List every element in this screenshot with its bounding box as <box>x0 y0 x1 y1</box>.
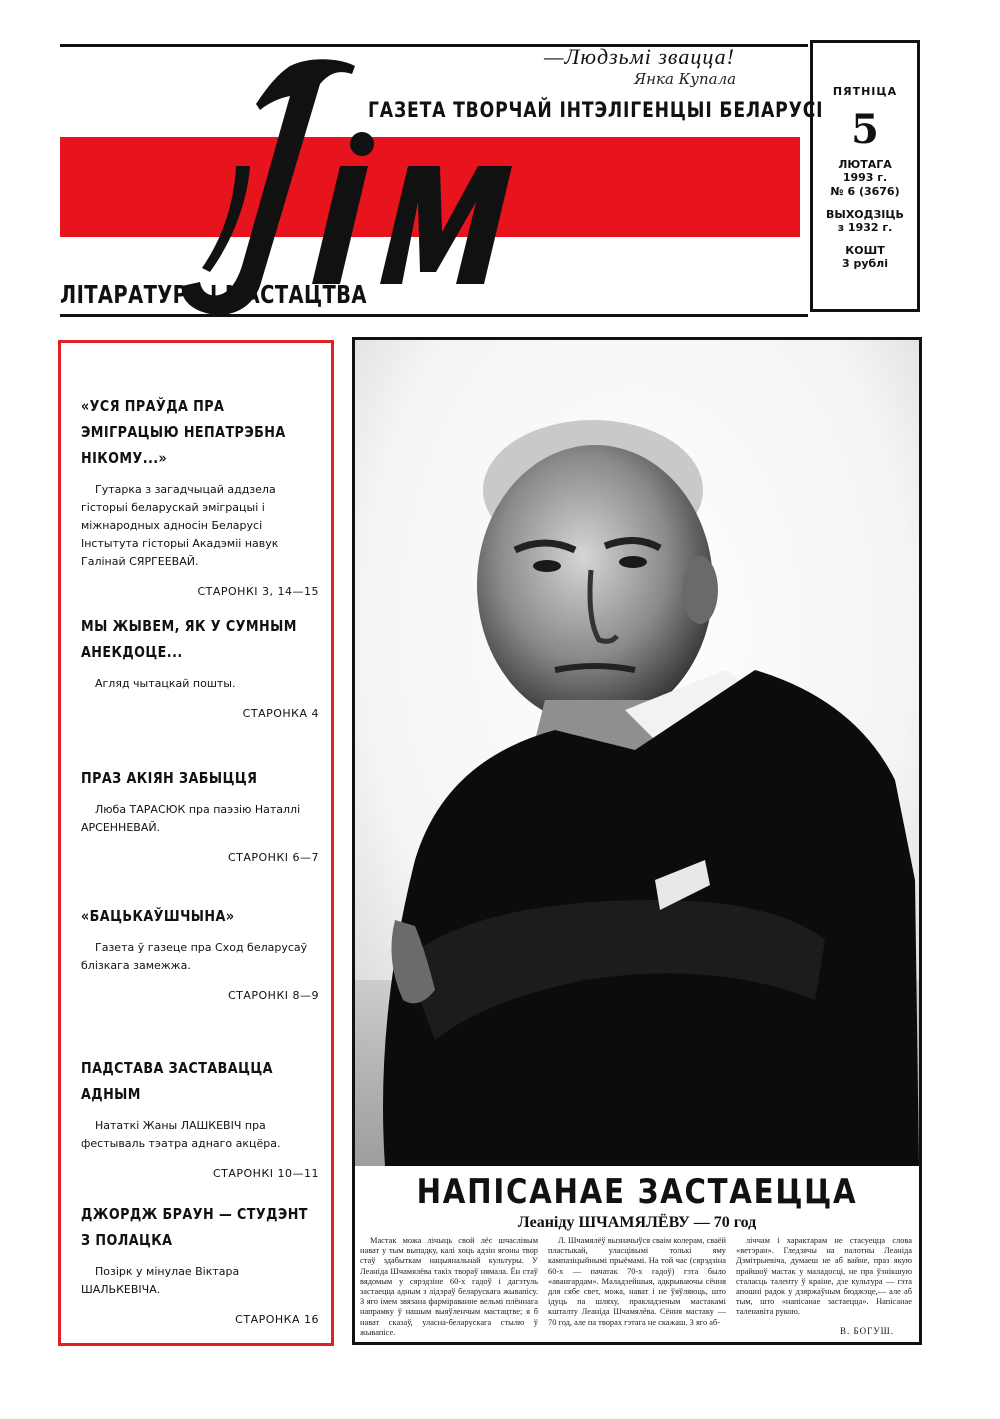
contents-item-desc: Позірк у мінулае Віктара ШАЛЬКЕВІЧА. <box>81 1265 240 1296</box>
issue-number: № 6 (3676) <box>830 184 900 198</box>
contents-panel <box>58 340 334 1346</box>
contents-item-pages: СТАРОНКІ 10—11 <box>212 1167 319 1180</box>
portrait-photo <box>355 340 919 1166</box>
date-weekday: ПЯТНІЦА <box>832 85 898 98</box>
date-year: 1993 г. <box>842 171 888 185</box>
article-column-1 <box>360 1236 538 1338</box>
article-paragraph: ліччам і характарам не стасуецца слова «ветэран». Гледзячы на палотны Леаніда Дзмітрыевіча, думаеш не аб вайне, праз якую прайшоў мастак у маладосці, не пра ўзнікшую сталасць таленту ў краіне, дзе культура — гэта апошні радок у дзяржаўным бюджэце,— але аб тым, што «напісанае застаецца». Напісанае таленавіта рукою. <box>736 1236 912 1317</box>
article-column-2 <box>548 1236 726 1338</box>
date-month: ЛЮТАГА <box>838 158 892 172</box>
date-box <box>810 40 920 312</box>
since-year: з 1932 г. <box>837 220 893 234</box>
contents-item-title: «БАЦЬКАЎШЧЫНА» <box>81 907 235 925</box>
contents-item-desc: Нататкі Жаны ЛАШКЕВІЧ пра фестываль тэатра аднаго акцёра. <box>81 1119 281 1150</box>
article-title: НАПІСАНАЕ ЗАСТАЕЦЦА <box>416 1172 858 1212</box>
masthead-quote: —Людзьмі звацца! <box>544 44 735 69</box>
contents-item-pages: СТАРОНКА 4 <box>242 707 319 720</box>
article-author: В. БОГУШ. <box>840 1326 895 1336</box>
contents-item-pages: СТАРОНКІ 6—7 <box>227 851 319 864</box>
contents-item-title: «УСЯ ПРАЎДА ПРА ЭМІГРАЦЫЮ НЕПАТРЭБНА НІКОМУ...» <box>81 397 286 467</box>
contents-item <box>81 613 319 720</box>
masthead-quote-author: Янка Купала <box>634 70 737 88</box>
contents-item-desc: Люба ТАРАСЮК пра паэзію Наталлі АРСЕННЕВАЙ. <box>81 803 301 834</box>
article-paragraph: Л. Шчамялёў вызначыўся сваім колерам, сваёй пластыкай, уласцівымі толькі яму кампазіцыйнымі прыёмамі. На той час (сярэдзіна 60-х — пачатак 70-х гадоў) гэта было «авангардам». Маладзейшыя, адкрываючы сёння для сябе свет, можа, нават і не ўяўляюць, што ідуць па шляху, пракладзеным мастакамі кшталту Леаніда Шчамялёва. Сёння мастаку — 70 год, але па творах гэтага не скажаш. З яго аб- <box>548 1236 726 1327</box>
article-subtitle: Леаніду ШЧАМЯЛЁВУ — 70 год <box>517 1214 757 1231</box>
contents-item-pages: СТАРОНКА 16 <box>235 1313 319 1326</box>
masthead-bottom-rule <box>60 314 808 317</box>
contents-item-title: ПРАЗ АКІЯН ЗАБЫЦЦЯ <box>81 769 258 787</box>
price-label: КОШТ <box>845 244 885 258</box>
masthead-tagline: ГАЗЕТА ТВОРЧАЙ ІНТЭЛІГЕНЦЫІ БЕЛАРУСІ <box>368 98 824 122</box>
article-column-3 <box>736 1236 912 1322</box>
contents-item-desc: Газета ў газеце пра Сход беларусаў блізкага замежжа. <box>81 941 308 972</box>
contents-item <box>81 765 319 864</box>
date-day: 5 <box>851 106 879 154</box>
contents-item-pages: СТАРОНКІ 3, 14—15 <box>197 585 319 598</box>
contents-item <box>81 903 319 1002</box>
contents-item-title: ПАДСТАВА ЗАСТАВАЦЦА АДНЫМ <box>81 1059 273 1103</box>
price-value: 3 рублі <box>841 257 889 271</box>
contents-item-pages: СТАРОНКІ 8—9 <box>227 989 319 1002</box>
contents-item-desc: Гутарка з загадчыцай аддзела гісторыі беларускай эміграцыі і міжнародных адносін Беларусі Інстытута гісторыі Акадэміі навук Галінай СЯРГЕЕВАЙ. <box>81 483 279 568</box>
contents-item-title: МЫ ЖЫВЕМ, ЯК У СУМНЫМ АНЕКДОЦЕ... <box>81 617 297 661</box>
contents-item-title: ДЖОРДЖ БРАУН — СТУДЭНТ З ПОЛАЦКА <box>81 1205 308 1249</box>
article-paragraph: Мастак можа лічыць свой лёс шчаслівым нават у тым выпадку, калі хоць адзін ягоны твор стаў здабыткам нацыянальнай культуры. У Леаніда Шчамялёва такіх твораў нямала. Ён стаў вядомым у сярэдзіне 60-х гадоў і дагэтуль застаецца адным з лідэраў беларускага жывапісу. З яго імем звязана фарміраванне вельмі плённага напрамку ў нашым выяўленчым мастацтве; я б нават сказаў, уласна-беларускага стылю ў жывапісе. <box>360 1236 538 1337</box>
contents-item-desc: Агляд чытацкай пошты. <box>95 677 236 690</box>
since-label: ВЫХОДЗІЦЬ <box>826 207 904 221</box>
contents-item <box>81 1055 319 1180</box>
contents-item <box>81 1201 319 1326</box>
contents-item <box>81 393 319 598</box>
masthead-subtitle: ЛІТАРАТУРА І МАСТАЦТВА <box>60 280 367 309</box>
